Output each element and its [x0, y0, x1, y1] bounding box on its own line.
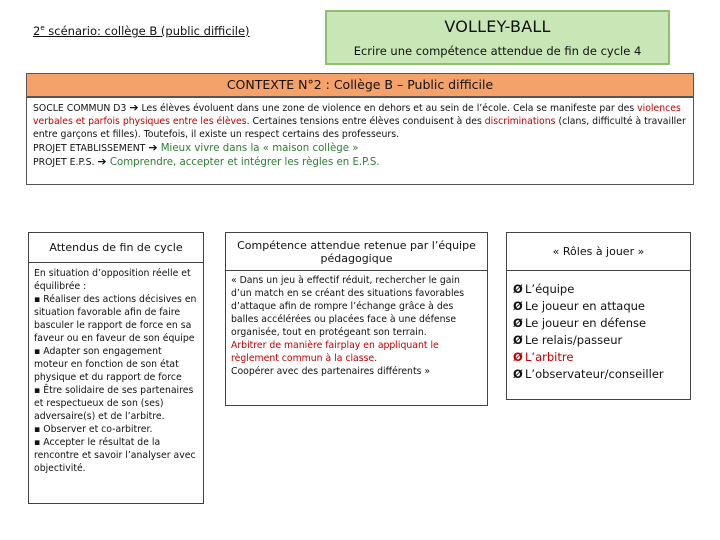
chevron-right-icon: Ø: [513, 333, 523, 347]
list-item: Ø L’observateur/conseiller: [513, 367, 664, 381]
projet-etablissement: PROJET ETABLISSEMENT ➔ Mieux vivre dans la « maison collège »: [33, 141, 359, 154]
socle-highlight-violence: violences verbales et parfois physiques entre les élèves: [33, 103, 681, 127]
socle-commun-box: [26, 97, 694, 185]
roles-header: « Rôles à jouer »: [507, 233, 690, 271]
title-box: [325, 10, 670, 65]
competence-text: « Dans un jeu à effectif réduit, rechercher le gain d’un match en se créant des situations favorables d’attaque afin de rompre l’échange grâce à des balles accélérées ou placées face à une défense organisée, tout en protégeant son terrain.: [231, 275, 465, 338]
competence-header: Compétence attendue retenue par l’équipe pédagogique: [226, 233, 487, 271]
chevron-right-icon: Ø: [513, 299, 523, 313]
list-item: Ø Le relais/passeur: [513, 333, 623, 347]
arrow-right-icon: ➔: [148, 141, 158, 154]
competence-body: [226, 271, 487, 381]
attendus-header: Attendus de fin de cycle: [29, 233, 203, 263]
projet-eps: PROJET E.P.S. ➔ Comprendre, accepter et intégrer les règles en E.P.S.: [33, 155, 380, 168]
socle-label: SOCLE COMMUN D3: [33, 103, 127, 114]
attendus-card: [28, 232, 204, 504]
page-title: VOLLEY-BALL: [444, 17, 551, 36]
context-banner: CONTEXTE N°2 : Collège B – Public difficile: [26, 73, 694, 97]
socle-paragraph: SOCLE COMMUN D3 ➔ Les élèves évoluent dans une zone de violence en dehors et au sein de l’école. Cela se manifeste par des violences verbales et parfois physiques entre les élèves. Certaines tensions entre élèves conduisent à des discriminations (clans, difficulté à travailler entre garçons et filles). Toutefois, il existe un respect certains des professeurs.: [33, 101, 686, 140]
attendus-intro: En situation d’opposition réelle et équilibrée :: [34, 268, 191, 292]
list-item: ▪ Adapter son engagement moteur en fonction de son état physique et du rapport de force: [34, 346, 182, 383]
chevron-right-icon: Ø: [513, 316, 523, 330]
scenario-label: 2e scénario: collège B (public difficile): [33, 24, 250, 38]
competence-highlight: Arbitrer de manière fairplay en appliquant le règlement commun à la classe.: [231, 340, 439, 364]
socle-highlight-discriminations: discriminations: [484, 116, 556, 127]
roles-list: [507, 271, 690, 393]
list-item: Ø Le joueur en attaque: [513, 299, 645, 313]
list-item: ▪ Accepter le résultat de la rencontre et savoir l’analyser avec objectivité.: [34, 437, 196, 474]
chevron-right-icon: Ø: [513, 282, 523, 296]
attendus-body: [29, 263, 203, 479]
projet-etablissement-value: Mieux vivre dans la « maison collège »: [157, 143, 359, 154]
page-subtitle: Ecrire une compétence attendue de fin de cycle 4: [353, 44, 642, 58]
list-item: ▪ Être solidaire de ses partenaires et respectueux de son (ses) adversaire(s) et de l’arbitre.: [34, 385, 194, 422]
chevron-right-icon: Ø: [513, 350, 523, 364]
competence-text-end: Coopérer avec des partenaires différents »: [231, 366, 431, 377]
list-item: ▪ Observer et co-arbitrer.: [34, 424, 153, 435]
chevron-right-icon: Ø: [513, 367, 523, 381]
arrow-right-icon: ➔: [129, 101, 139, 114]
list-item: Ø Le joueur en défense: [513, 316, 647, 330]
projet-eps-value: Comprendre, accepter et intégrer les règles en E.P.S.: [106, 157, 380, 168]
arrow-right-icon: ➔: [97, 155, 107, 168]
list-item: ▪ Réaliser des actions décisives en situation favorable afin de faire basculer le rapport de force en sa faveur ou en faveur de son équipe: [34, 294, 197, 344]
competence-card: [225, 232, 488, 406]
roles-card: [506, 232, 691, 400]
list-item: Ø L’équipe: [513, 282, 575, 296]
list-item: Ø L’arbitre: [513, 350, 574, 364]
